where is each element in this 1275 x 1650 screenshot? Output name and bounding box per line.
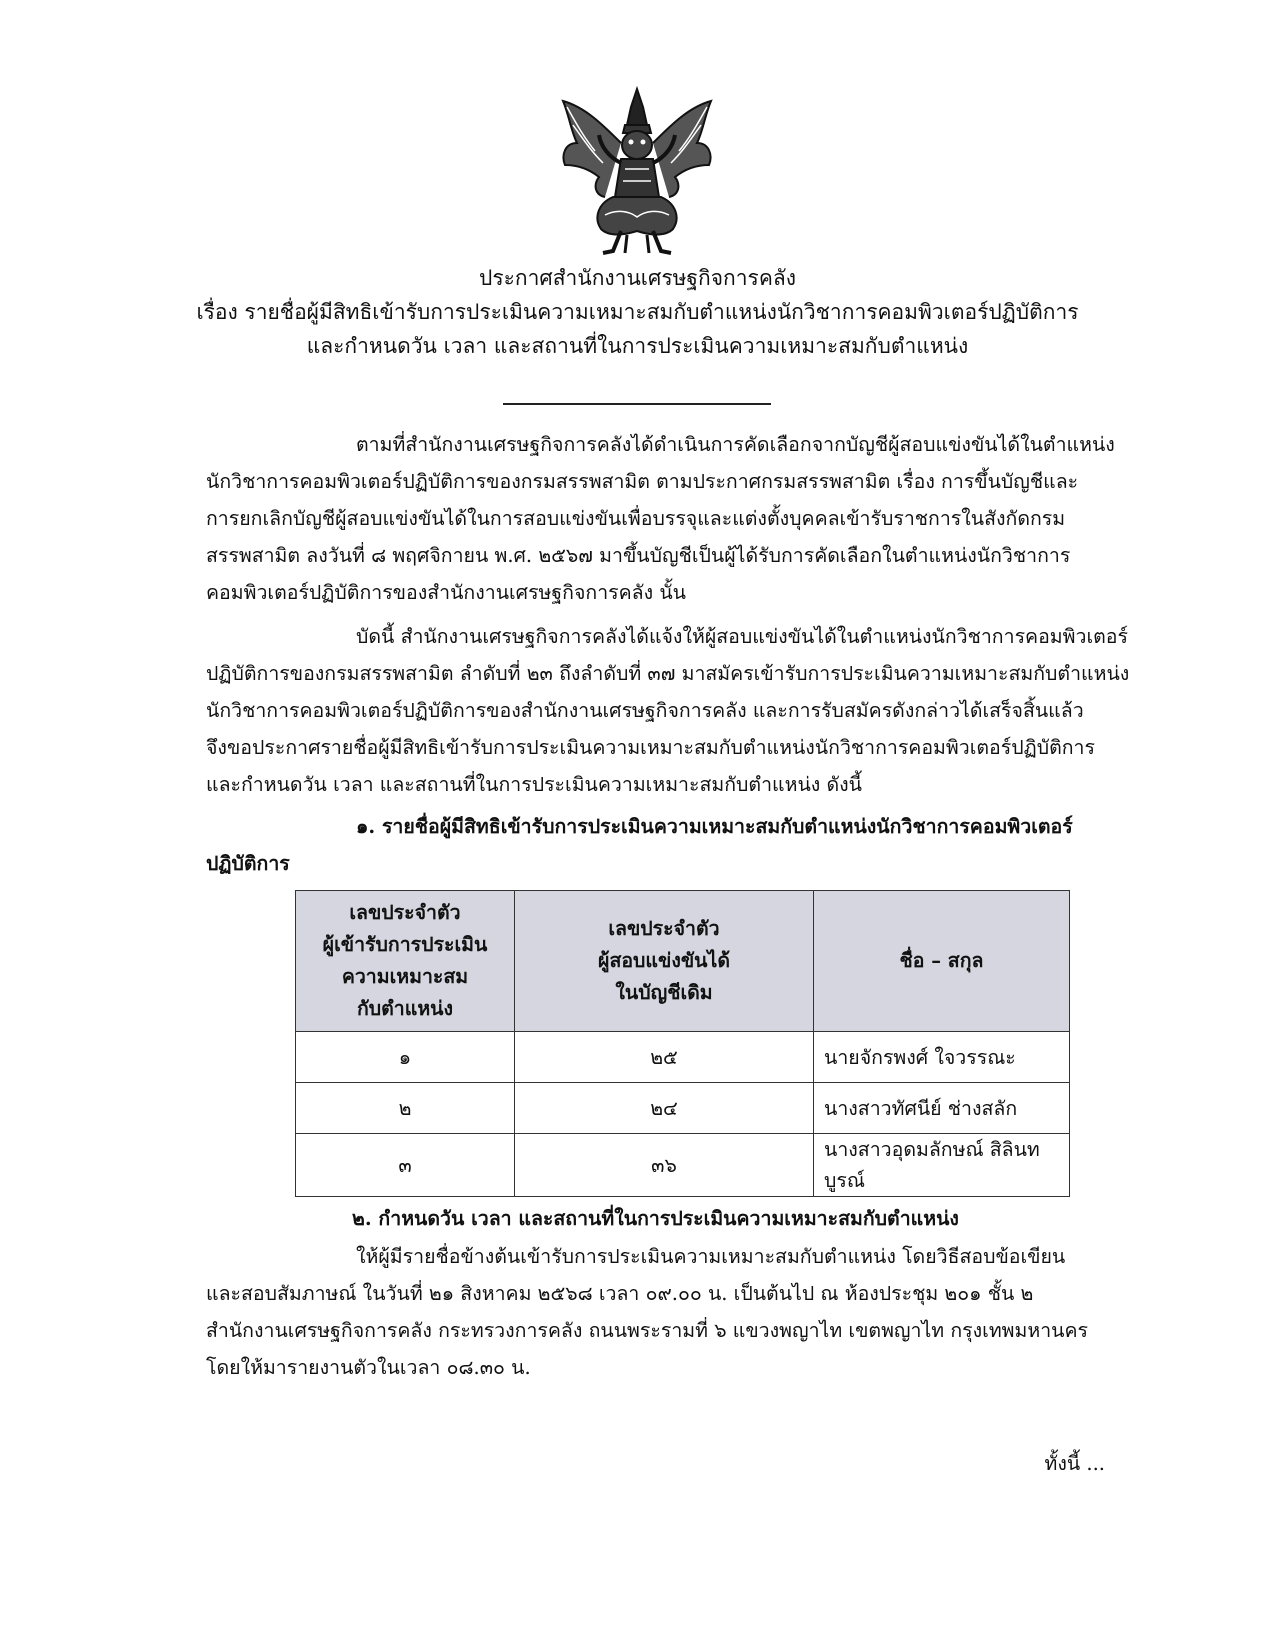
paragraph1-line: สรรพสามิต ลงวันที่ ๘ พฤศจิกายน พ.ศ. ๒๕๖๗ มาขึ้นบัญชีเป็นผู้ได้รับการคัดเลือกในตำแหน่งนักวิชาการ [206, 544, 1071, 567]
table-row [296, 1032, 1070, 1083]
paragraph2-line: บัดนี้ สำนักงานเศรษฐกิจการคลังได้แจ้งให้ผู้สอบแข่งขันได้ในตำแหน่งนักวิชาการคอมพิวเตอร์ [356, 625, 1128, 648]
paragraph1-line: ตามที่สำนักงานเศรษฐกิจการคลังได้ดำเนินการคัดเลือกจากบัญชีผู้สอบแข่งขันได้ในตำแหน่ง [356, 433, 1115, 456]
section2-heading: ๒. กำหนดวัน เวลา และสถานที่ในการประเมินความเหมาะสมกับตำแหน่ง [352, 1207, 959, 1230]
section1-heading-cont: ปฏิบัติการ [206, 852, 290, 875]
name-cell: นางสาวทัศนีย์ ช่างสลัก [814, 1083, 1070, 1134]
eval-number-cell: ๓ [296, 1134, 515, 1197]
title-divider [503, 403, 771, 405]
table-row [296, 1083, 1070, 1134]
paragraph2-line: จึงขอประกาศรายชื่อผู้มีสิทธิเข้ารับการประเมินความเหมาะสมกับตำแหน่งนักวิชาการคอมพิวเตอร์ปฏิบัติการ [206, 736, 1095, 759]
section2-line: โดยให้มารายงานตัวในเวลา ๐๘.๓๐ น. [206, 1356, 531, 1379]
name-cell: นางสาวอุดมลักษณ์ สิลินทบูรณ์ [814, 1134, 1070, 1197]
table-header-row [296, 891, 1070, 1032]
announcement-subject-line2: และกำหนดวัน เวลา และสถานที่ในการประเมินความเหมาะสมกับตำแหน่ง [306, 334, 969, 358]
name-cell: นายจักรพงศ์ ใจวรรณะ [814, 1032, 1070, 1083]
page-continuation: ทั้งนี้ ... [1044, 1452, 1105, 1475]
paragraph1-line: นักวิชาการคอมพิวเตอร์ปฏิบัติการของกรมสรรพสามิต ตามประกาศกรมสรรพสามิต เรื่อง การขึ้นบัญชีและ [206, 470, 1079, 493]
exam-number-cell: ๓๖ [515, 1134, 814, 1197]
section2-line: สำนักงานเศรษฐกิจการคลัง กระทรวงการคลัง ถนนพระรามที่ ๖ แขวงพญาไท เขตพญาไท กรุงเทพมหานคร [206, 1319, 1089, 1342]
exam-number-cell: ๒๕ [515, 1032, 814, 1083]
section1-heading: ๑. รายชื่อผู้มีสิทธิเข้ารับการประเมินความเหมาะสมกับตำแหน่งนักวิชาการคอมพิวเตอร์ [356, 815, 1073, 838]
table-row [296, 1134, 1070, 1197]
announcement-subject-line1: เรื่อง รายชื่อผู้มีสิทธิเข้ารับการประเมินความเหมาะสมกับตำแหน่งนักวิชาการคอมพิวเตอร์ปฏิบัติการ [196, 300, 1079, 324]
paragraph2-line: และกำหนดวัน เวลา และสถานที่ในการประเมินความเหมาะสมกับตำแหน่ง ดังนี้ [206, 773, 863, 796]
announcement-issuer: ประกาศสำนักงานเศรษฐกิจการคลัง [479, 266, 796, 290]
section2-line: ให้ผู้มีรายชื่อข้างต้นเข้ารับการประเมินความเหมาะสมกับตำแหน่ง โดยวิธีสอบข้อเขียน [356, 1245, 1066, 1268]
garuda-emblem-icon [555, 85, 720, 257]
paragraph1-line: การยกเลิกบัญชีผู้สอบแข่งขันได้ในการสอบแข่งขันเพื่อบรรจุและแต่งตั้งบุคคลเข้ารับราชการในสังกัดกรม [206, 507, 1066, 530]
paragraph2-line: ปฏิบัติการของกรมสรรพสามิต ลำดับที่ ๒๓ ถึงลำดับที่ ๓๗ มาสมัครเข้ารับการประเมินความเหมาะสมกับตำแหน่ง [206, 662, 1130, 685]
exam-number-cell: ๒๔ [515, 1083, 814, 1134]
section2-line: และสอบสัมภาษณ์ ในวันที่ ๒๑ สิงหาคม ๒๕๖๘ เวลา ๐๙.๐๐ น. เป็นต้นไป ณ ห้องประชุม ๒๐๑ ชั้น ๒ [206, 1282, 1034, 1305]
eval-number-cell: ๒ [296, 1083, 515, 1134]
paragraph1-line: คอมพิวเตอร์ปฏิบัติการของสำนักงานเศรษฐกิจการคลัง นั้น [206, 581, 686, 604]
header-exam-number: เลขประจำตัว ผู้สอบแข่งขันได้ ในบัญชีเดิม [515, 891, 814, 1032]
candidate-table [295, 890, 1070, 1197]
header-eval-number: เลขประจำตัว ผู้เข้ารับการประเมิน ความเหมาะสม กับตำแหน่ง [296, 891, 515, 1032]
paragraph2-line: นักวิชาการคอมพิวเตอร์ปฏิบัติการของสำนักงานเศรษฐกิจการคลัง และการรับสมัครดังกล่าวได้เสร็จสิ้นแล้ว [206, 699, 1084, 722]
eval-number-cell: ๑ [296, 1032, 515, 1083]
header-full-name: ชื่อ – สกุล [814, 891, 1070, 1032]
